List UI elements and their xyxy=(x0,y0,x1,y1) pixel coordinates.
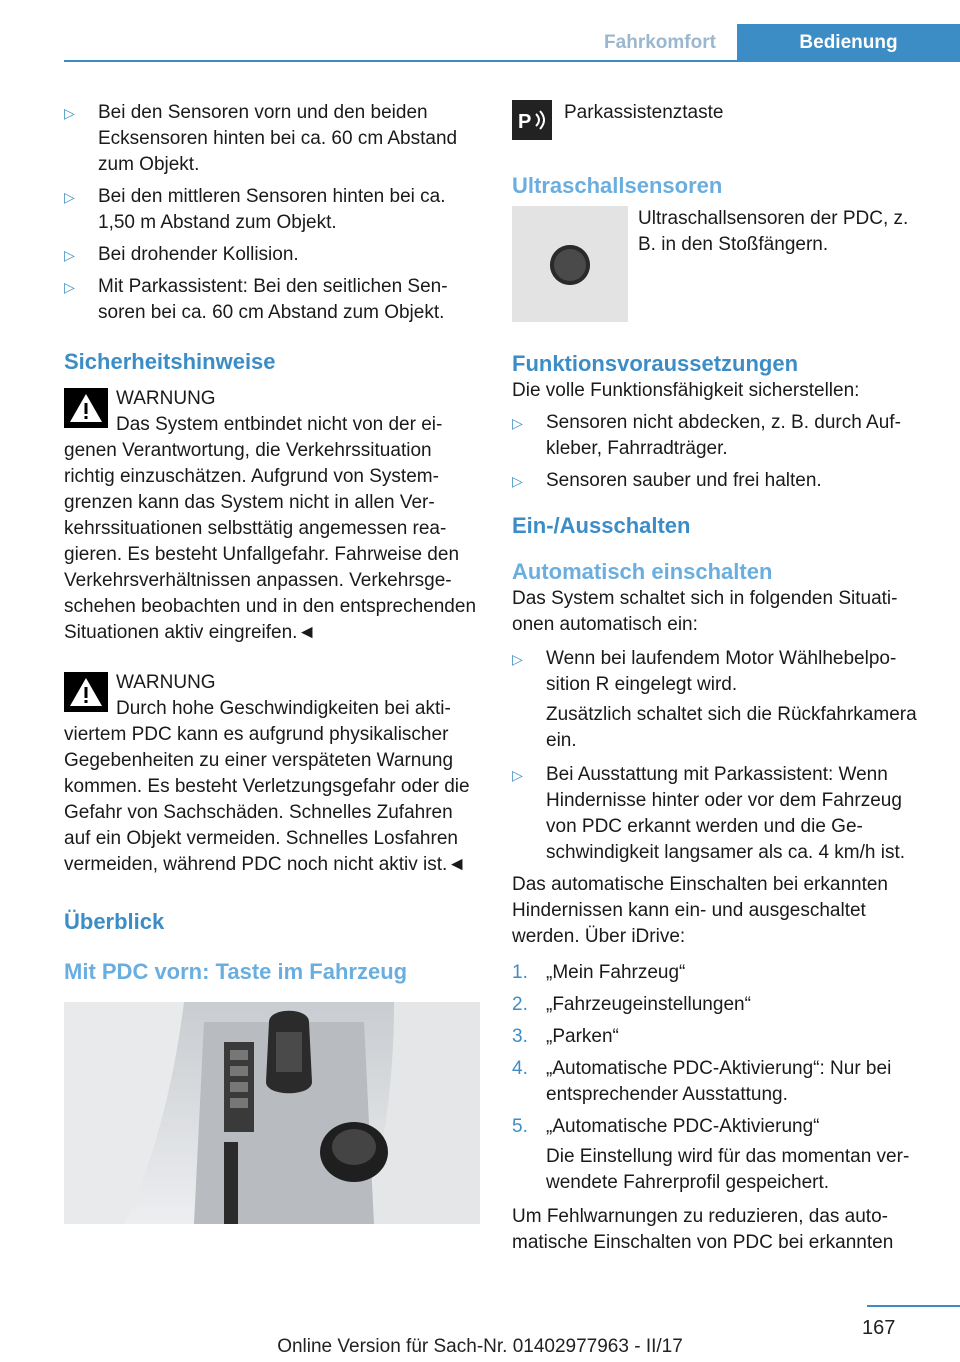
step-text: „Automatische PDC-Aktivierung“: Nur bei entsprechender Ausstattung. xyxy=(546,1058,892,1105)
pdc-subheading: Mit PDC vorn: Taste im Fahrzeug xyxy=(64,959,408,984)
ultrasonic-heading: Ultraschallsensoren xyxy=(512,173,723,198)
footer-rule xyxy=(867,1305,960,1307)
ultrasonic-text: Ultraschallsensoren der PDC, z. B. in den Stoßfängern. xyxy=(638,208,909,255)
triangle-bullet-icon: ▷ xyxy=(512,767,523,783)
warning-text: Das System entbindet nicht von der eigenen Verantwortung, die Verkehrssituation richtig einzuschätzen. Aufgrund von Systemgrenzen kann das System nicht in allen Verkehrssituationen selbsttätig angemessen reagieren. Es besteht Unfallgefahr. Fahrweise den Verkehrsverhältnissen anpassen. Verkehrsgeschehen beobachten und in den entsprechenden Situationen aktiv eingreifen.◄ xyxy=(64,414,477,643)
tab-bedienung[interactable]: Bedienung xyxy=(737,24,960,62)
warning-icon xyxy=(64,672,108,712)
triangle-bullet-icon: ▷ xyxy=(64,279,75,295)
list-item xyxy=(64,100,480,178)
list-item-text: Bei Ausstattung mit Parkassistent: Wenn Hindernisse hinter oder vor dem Fahrzeug von PDC erkannt werden und die Geschwindigkeit langsamer als ca. 4 km/h ist. xyxy=(546,764,906,863)
park-assist-button-icon xyxy=(512,100,552,140)
onoff-heading: Ein-/Ausschalten xyxy=(512,513,691,538)
warning-block xyxy=(64,670,480,878)
triangle-bullet-icon: ▷ xyxy=(64,105,75,121)
warning-title: WARNUNG xyxy=(116,388,216,409)
auto-heading: Automatisch einschalten xyxy=(512,559,773,584)
step-item xyxy=(512,1024,932,1050)
step-item xyxy=(512,1114,932,1140)
page-number: 167 xyxy=(862,1317,896,1339)
list-item-text: Bei drohender Kollision. xyxy=(98,244,299,265)
list-item-text: Bei den mittleren Sensoren hinten bei ca. 1,50 m Abstand zum Objekt. xyxy=(98,186,446,233)
park-assist-label: Parkassistenztaste xyxy=(564,102,724,123)
online-version-note: Online Version für Sach-Nr. 01402977963 - II/17 xyxy=(277,1336,683,1357)
list-item-text: Sensoren nicht abdecken, z. B. durch Aufkleber, Fahrradträger. xyxy=(546,412,901,459)
warning-title: WARNUNG xyxy=(116,672,216,693)
step-text: „Automatische PDC-Aktivierung“ xyxy=(546,1116,820,1137)
safety-heading: Sicherheitshinweise xyxy=(64,349,276,374)
function-intro: Die volle Funktionsfähigkeit sicherstellen: xyxy=(512,380,860,401)
warning-icon xyxy=(64,388,108,428)
sensor-disk-icon xyxy=(550,245,590,285)
closing-paragraph: Um Fehlwarnungen zu reduzieren, das automatische Einschalten von PDC bei erkannten xyxy=(512,1206,894,1253)
list-item-text: Mit Parkassistent: Bei den seitlichen Sensoren bei ca. 60 cm Abstand zum Objekt. xyxy=(98,276,448,323)
park-assist-row xyxy=(512,100,932,140)
triangle-bullet-icon: ▷ xyxy=(512,473,523,489)
warning-text: Durch hohe Geschwindigkeiten bei aktiviertem PDC kann es aufgrund physikalischer Gegebenheiten zu einer verspäteten Warnung kommen. Es besteht Verletzungsgefahr oder die Gefahr von Sachschäden. Schnelles Zufahren auf ein Objekt vermeiden. Schnelles Losfahren vermeiden, während PDC noch nicht aktiv ist.◄ xyxy=(64,698,470,875)
step-number: 1. xyxy=(512,962,528,983)
triangle-bullet-icon: ▷ xyxy=(512,651,523,667)
list-item xyxy=(512,410,932,462)
sensor-image xyxy=(512,206,628,322)
step-number: 2. xyxy=(512,994,528,1015)
step-item xyxy=(512,1056,932,1108)
list-item xyxy=(512,646,932,698)
list-item xyxy=(64,184,480,236)
list-item-text: Bei den Sensoren vorn und den beiden Ecksensoren hinten bei ca. 60 cm Abstand zum Objekt. xyxy=(98,102,458,175)
svg-text:P: P xyxy=(518,111,532,133)
tab-fahrkomfort[interactable]: Fahrkomfort xyxy=(604,32,716,53)
list-item-text: Sensoren sauber und frei halten. xyxy=(546,470,822,491)
step-text: „Parken“ xyxy=(546,1026,619,1047)
triangle-bullet-icon: ▷ xyxy=(512,415,523,431)
step-number: 5. xyxy=(512,1116,528,1137)
warning-block xyxy=(64,386,480,646)
step-number: 4. xyxy=(512,1058,528,1079)
car-interior-photo xyxy=(64,1002,480,1224)
ultrasonic-row xyxy=(512,206,932,322)
list-item-text: Wenn bei laufendem Motor Wählhebelposition R eingelegt wird. xyxy=(546,648,897,695)
auto-paragraph: Das automatische Einschalten bei erkannten Hindernissen kann ein- und ausgeschaltet werden. Über iDrive: xyxy=(512,874,889,947)
step-text: „Fahrzeugeinstellungen“ xyxy=(546,994,751,1015)
step-number: 3. xyxy=(512,1026,528,1047)
step-item xyxy=(512,960,932,986)
right-column xyxy=(512,100,932,1256)
list-item xyxy=(512,468,932,494)
triangle-bullet-icon: ▷ xyxy=(64,247,75,263)
auto-intro: Das System schaltet sich in folgenden Situationen automatisch ein: xyxy=(512,588,898,635)
list-item xyxy=(512,762,932,866)
list-item xyxy=(64,274,480,326)
left-column xyxy=(64,100,480,1224)
step-subtext: Die Einstellung wird für das momentan verwendete Fahrerprofil gespeichert. xyxy=(546,1146,910,1193)
list-item xyxy=(64,242,480,268)
step-item xyxy=(512,992,932,1018)
step-text: „Mein Fahrzeug“ xyxy=(546,962,686,983)
overview-heading: Überblick xyxy=(64,909,165,934)
list-item-subtext: Zusätzlich schaltet sich die Rückfahrkamera ein. xyxy=(546,704,917,751)
function-heading: Funktionsvoraussetzungen xyxy=(512,351,799,376)
triangle-bullet-icon: ▷ xyxy=(64,189,75,205)
